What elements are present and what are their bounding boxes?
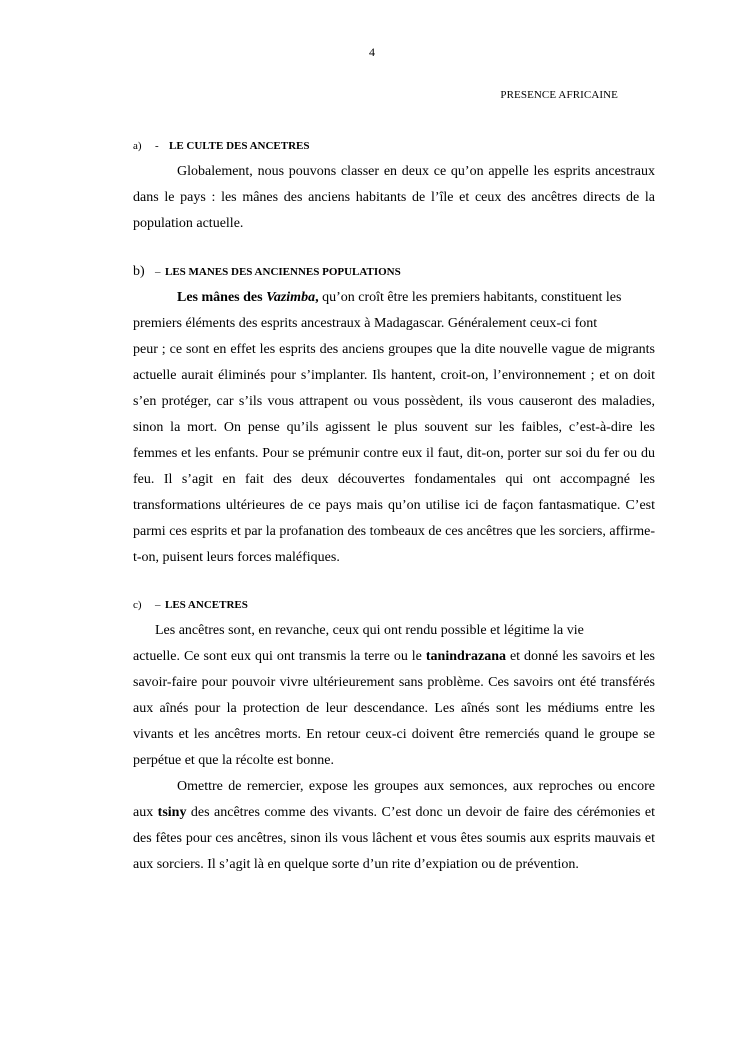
section-b-marker: b) bbox=[133, 264, 145, 279]
section-b-lead-comma: , bbox=[315, 290, 319, 305]
section-c-p1-before: actuelle. Ce sont eux qui ont transmis la terre ou le bbox=[133, 649, 426, 664]
section-c-first-line: Les ancêtres sont, en revanche, ceux qui ont rendu possible et légitime la vie bbox=[155, 623, 584, 638]
running-head: PRESENCE AFRICAINE bbox=[500, 89, 618, 101]
section-b-title: LES MANES DES ANCIENNES POPULATIONS bbox=[165, 266, 401, 278]
section-c-p1-after: et donné les savoirs et les savoir-faire pour pouvoir vivre ultérieurement sans problème. Ces savoirs ont été transférés aux aînés pour la protection de leur descendance. Les aînés sont les médiums entre les vivants et les ancêtres morts. En retour ceux-ci doivent être remerciés quand le groupe se perpétue et que la récolte est bonne. bbox=[133, 649, 656, 768]
section-b-second-line: premiers éléments des esprits ancestraux à Madagascar. Généralement ceux-ci font bbox=[133, 316, 598, 331]
section-c-p2-before: Omettre de remercier, expose les groupes aux semonces, aux reproches ou encore aux bbox=[133, 779, 655, 820]
section-b-paragraph bbox=[133, 285, 655, 571]
section-c-paragraph-2 bbox=[133, 774, 655, 878]
section-c-paragraph-1 bbox=[133, 644, 655, 774]
section-c-p1-bold: tanindrazana bbox=[425, 649, 506, 664]
section-b-first-line-rest: qu’on croît être les premiers habitants, constituent les bbox=[318, 290, 622, 305]
section-b-rest: peur ; ce sont en effet les esprits des anciens groupes que la dite nouvelle vague de migrants actuelle aurait éliminés pour s’implanter. Ils hantent, croit-on, l’environnement ; et on doit s’en protéger, car s’ils vous attrapent ou vous possèdent, ils vous causeront des maladies, sinon la mort. On pense qu’ils agissent le plus souvent sur les faibles, c’est-à-dire les femmes et les enfants. Pour se prémunir contre eux il faut, dit-on, porter sur soi du fer ou du feu. Il s’agit en fait des deux découvertes fondamentales qui ont accompagné les transformations ultérieures de ce pays mais qu’on utilise ici de façon fantasmatique. C’est parmi ces esprits et par la profanation des tombeaux de ces ancêtres que les sorciers, affirme-t-on, puisent leurs forces maléfiques. bbox=[133, 342, 655, 565]
section-c-heading bbox=[133, 599, 655, 612]
section-c-p2-after: des ancêtres comme des vivants. C’est donc un devoir de faire des cérémonies et des fêtes pour ces ancêtres, sinon ils vous lâchent et vous êtes soumis aux esprits mauvais et aux sorciers. Il s’agit là en quelque sorte d’un rite d’expiation ou de prévention. bbox=[133, 805, 655, 872]
section-b-first-line bbox=[133, 285, 655, 311]
section-a-paragraph: Globalement, nous pouvons classer en deux ce qu’on appelle les esprits ancestraux dans le pays : les mânes des anciens habitants de l’île et ceux des ancêtres directs de la population actuelle. bbox=[133, 164, 655, 231]
section-a-dash: - bbox=[155, 140, 159, 152]
section-c-title: LES ANCETRES bbox=[165, 599, 248, 611]
section-a-title: LE CULTE DES ANCETRES bbox=[169, 140, 310, 152]
section-a-marker: a) bbox=[133, 140, 142, 152]
page-number: 4 bbox=[369, 45, 375, 59]
document-body bbox=[133, 140, 655, 878]
section-c-body bbox=[133, 618, 655, 878]
section-c-marker: c) bbox=[133, 599, 142, 611]
section-b-lead-bold: Les mânes des bbox=[177, 290, 267, 305]
section-a-heading bbox=[133, 140, 655, 153]
section-b-dash: – bbox=[155, 266, 161, 278]
section-c-dash: – bbox=[155, 599, 161, 611]
section-b-lead-italic: Vazimba bbox=[266, 290, 316, 305]
section-c-p2-bold: tsiny bbox=[157, 805, 187, 820]
section-b-heading bbox=[133, 265, 655, 279]
